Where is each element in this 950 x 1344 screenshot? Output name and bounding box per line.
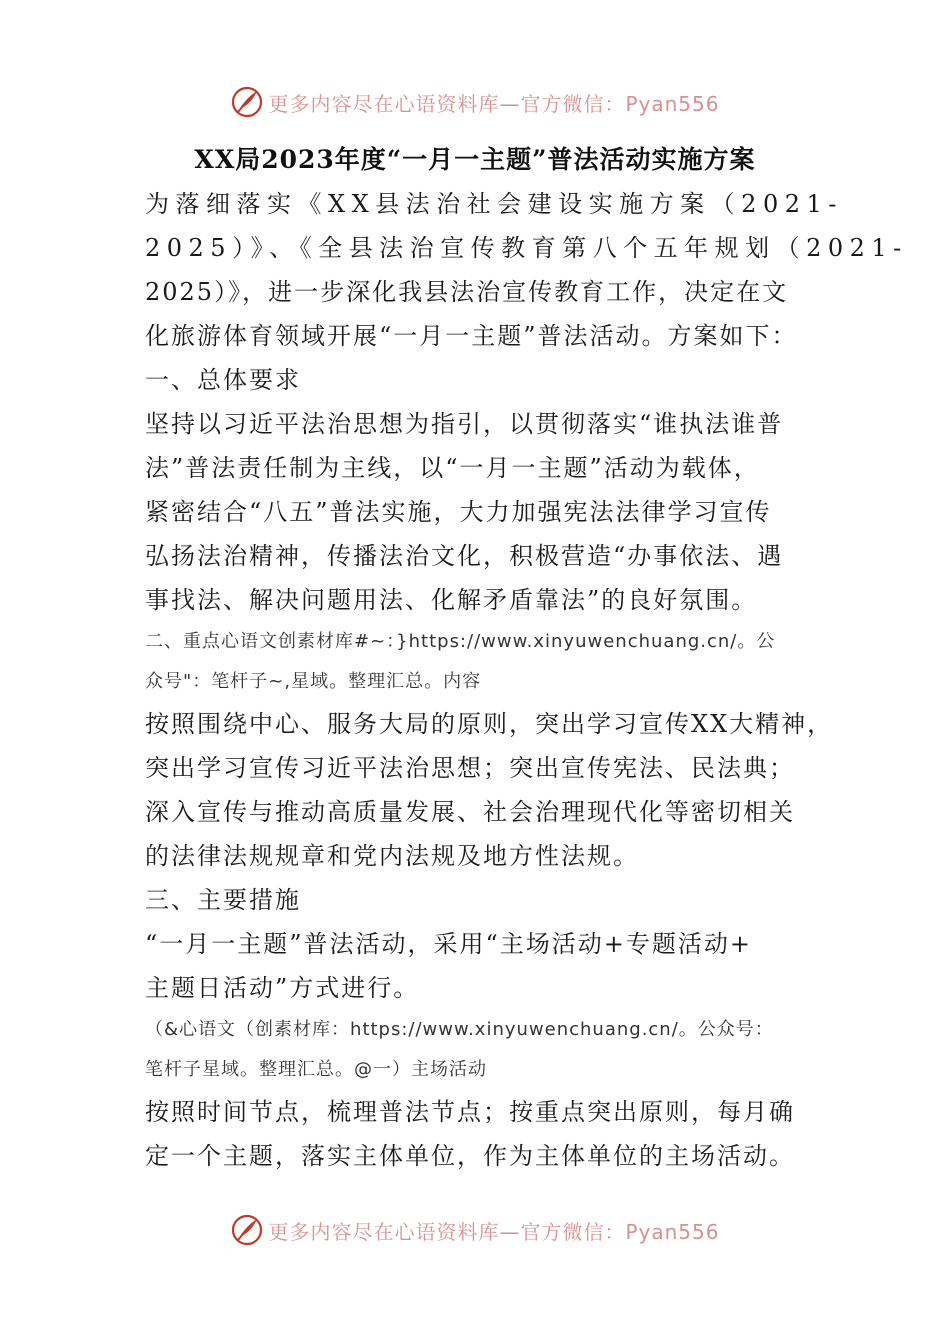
- section-line: 按照时间节点，梳理普法节点；按重点突出原则，每月确: [145, 1098, 795, 1126]
- intro-line: 2025）》、《全县法治宣传教育第八个五年规划（2021-: [145, 234, 908, 262]
- section-line: 坚持以习近平法治思想为指引，以贯彻落实“谁执法谁普: [145, 410, 784, 438]
- section-line: 主题日活动”方式进行。: [145, 974, 420, 1002]
- section-line: 突出学习宣传习近平法治思想；突出宣传宪法、民法典；: [145, 754, 795, 782]
- section-heading: 三、主要措施: [145, 886, 301, 914]
- section-line: 弘扬法治精神，传播法治文化，积极营造“办事依法、遇: [145, 542, 784, 570]
- document-title: XX局2023年度“一月一主题”普法活动实施方案: [194, 145, 756, 174]
- header-banner: [0, 82, 950, 122]
- subsection-heading-small: （&心语文（创素材库：https://www.xinyuwenchuang.cn/。公众号：: [145, 1019, 774, 1040]
- banner-text: 更多内容尽在心语资料库—官方微信：Pyan556: [268, 91, 720, 116]
- quill-pen-logo-icon: [230, 1213, 264, 1247]
- section-line: 法”普法责任制为主线，以“一月一主题”活动为载体，: [145, 454, 760, 482]
- quill-pen-logo-icon: [230, 85, 264, 119]
- section-line: 的法律法规规章和党内法规及地方性法规。: [145, 842, 639, 870]
- section-heading-small: 众号"：笔杆子~,星域。整理汇总。内容: [145, 671, 482, 692]
- section-line: 定一个主题，落实主体单位，作为主体单位的主场活动。: [145, 1142, 795, 1170]
- section-line: “一月一主题”普法活动，采用“主场活动+专题活动+: [145, 930, 753, 958]
- section-heading-small: 二、重点心语文创素材库#~：}https://www.xinyuwenchuang.cn/。公: [145, 631, 776, 652]
- intro-line: 2025）》，进一步深化我县法治宣传教育工作，决定在文: [145, 278, 789, 306]
- banner-text: 更多内容尽在心语资料库—官方微信：Pyan556: [268, 1219, 720, 1244]
- footer-banner: [0, 1210, 950, 1250]
- document-body: [145, 182, 908, 1178]
- intro-line: 为落细落实《XX县法治社会建设实施方案（2021-: [145, 190, 843, 218]
- section-line: 按照围绕中心、服务大局的原则，突出学习宣传XX大精神，: [145, 710, 834, 738]
- section-heading: 一、总体要求: [145, 366, 301, 394]
- section-line: 紧密结合“八五”普法实施，大力加强宪法法律学习宣传: [145, 498, 772, 526]
- intro-line: 化旅游体育领域开展“一月一主题”普法活动。方案如下：: [145, 322, 798, 350]
- section-line: 事找法、解决问题用法、化解矛盾靠法”的良好氛围。: [145, 586, 758, 614]
- subsection-heading-small: 笔杆子星域。整理汇总。@一）主场活动: [145, 1059, 487, 1080]
- section-line: 深入宣传与推动高质量发展、社会治理现代化等密切相关: [145, 798, 795, 826]
